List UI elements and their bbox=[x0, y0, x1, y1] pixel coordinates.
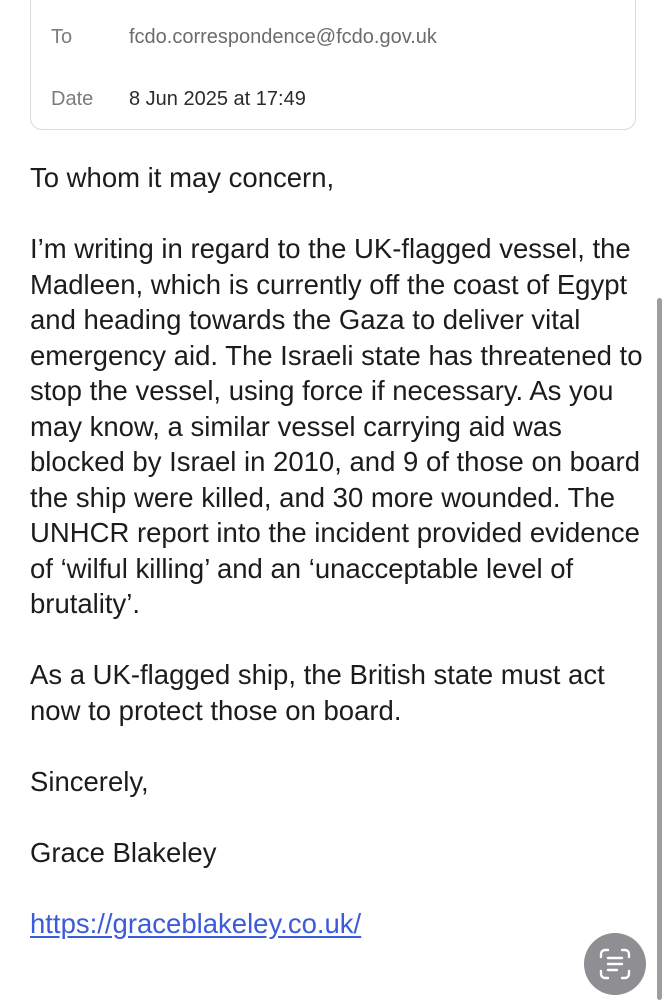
email-body bbox=[30, 160, 645, 941]
date-row bbox=[51, 84, 306, 114]
date-label: Date bbox=[51, 87, 94, 110]
body-paragraph-2: As a UK-flagged ship, the British state must act now to protect those on board. bbox=[30, 659, 605, 726]
email-header-card bbox=[30, 0, 636, 130]
scrollbar-thumb[interactable] bbox=[657, 298, 662, 1000]
recipient-address[interactable]: fcdo.correspondence@fcdo.gov.uk bbox=[129, 25, 437, 48]
date-value: 8 Jun 2025 at 17:49 bbox=[129, 87, 306, 110]
salutation: To whom it may concern, bbox=[30, 162, 335, 193]
body-paragraph-1: I’m writing in regard to the UK-flagged vessel, the Madleen, which is currently off the coast of Egypt and heading towards the Gaza to deliver vital emergency aid. The Israeli state has threatened to stop the vessel, using force if necessary. As you may know, a similar vessel carrying aid was blocked by Israel in 2010, and 9 of those on board the ship were killed, and 30 more wounded. The UNHCR report into the incident provided evidence of ‘wilful killing’ and an ‘unacceptable level of brutality’. bbox=[30, 233, 643, 619]
closing: Sincerely, bbox=[30, 765, 149, 797]
text-scan-icon bbox=[597, 946, 633, 982]
to-row bbox=[51, 22, 437, 52]
signature-name: Grace Blakeley bbox=[30, 836, 217, 868]
to-label: To bbox=[51, 25, 73, 48]
signature-link[interactable]: https://graceblakeley.co.uk/ bbox=[30, 907, 362, 939]
live-text-button[interactable] bbox=[584, 933, 646, 995]
